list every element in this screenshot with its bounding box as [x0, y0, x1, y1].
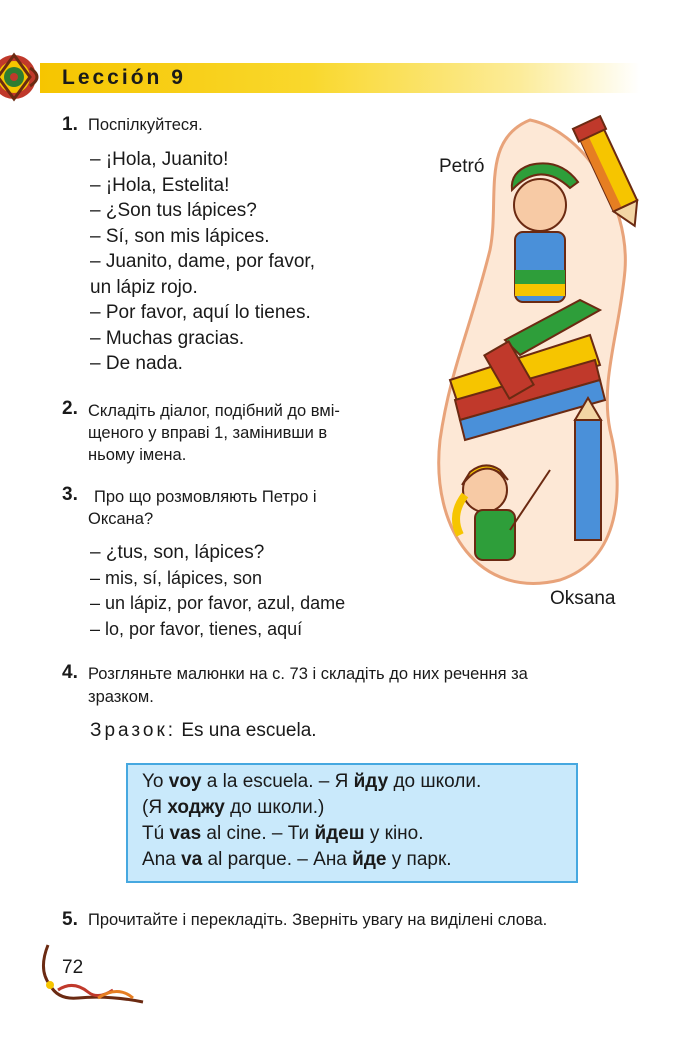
dialogue-line: – Juanito, dame, por favor, [90, 251, 315, 272]
kids-with-pencils-illustration [410, 110, 650, 620]
exercise-4-instruction [88, 663, 528, 709]
instruction-line: зразком. [88, 688, 154, 706]
word-set: – ¿tus, son, lápices? [90, 542, 265, 563]
lesson-title: Lección 9 [62, 66, 186, 89]
example-line-4: Ana va al parque. – Ана йде у парк. [142, 849, 452, 870]
dialogue-line: un lápiz rojo. [90, 276, 198, 298]
dialogue-line: – Muchas gracias. [90, 327, 245, 349]
dialogue-line: – Sí, son mis lápices. [90, 225, 270, 247]
sample-text: Es una escuela. [181, 720, 317, 741]
instruction-line: Оксана? [88, 510, 154, 528]
sample-label: Зразок: [90, 720, 177, 741]
exercise-3-instruction [88, 486, 317, 530]
exercise-4-number: 4. [62, 662, 78, 683]
exercise-1-dialogue [90, 147, 315, 377]
exercise-3-items [90, 540, 345, 642]
page-number: 72 [62, 957, 84, 978]
exercise-1-number: 1. [62, 114, 78, 135]
word-set: – lo, por favor, tienes, aquí [90, 618, 303, 639]
example-line-3: Tú vas al cine. – Ти йдеш у кіно. [142, 823, 424, 844]
exercise-5-instruction: Прочитайте і перекладіть. Зверніть увагу на виділені слова. [88, 911, 548, 929]
example-line-2: (Я ходжу до школи.) [142, 797, 325, 818]
instruction-line: щеного у вправі 1, замінивши в [88, 424, 328, 442]
example-line-1: Yo voy a la escuela. – Я йду до школи. [142, 771, 482, 792]
dialogue-line: – ¡Hola, Juanito! [90, 149, 229, 170]
ornament-icon [0, 38, 48, 116]
dialogue-line: – De nada. [90, 353, 183, 374]
instruction-line: ньому імена. [88, 446, 187, 464]
instruction-line: Складіть діалог, подібний до вмі- [88, 402, 340, 420]
exercise-2-instruction [88, 400, 340, 466]
word-set: – mis, sí, lápices, son [90, 567, 263, 588]
instruction-line: Про що розмовляють Петро і [94, 488, 317, 506]
dialogue-line: – ¡Hola, Estelita! [90, 174, 230, 196]
dialogue-line: – ¿Son tus lápices? [90, 200, 257, 221]
character-name-oksana: Oksana [550, 588, 616, 609]
character-name-petro: Petró [439, 156, 485, 177]
footer-ornament-icon [38, 940, 150, 1010]
exercise-1-instruction: Поспілкуйтеся. [88, 116, 203, 134]
instruction-line: Розгляньте малюнки на с. 73 і складіть до них речення за [88, 665, 528, 683]
exercise-3-number: 3. [62, 484, 78, 505]
word-set: – un lápiz, por favor, azul, dame [90, 593, 346, 613]
exercise-2-number: 2. [62, 398, 78, 419]
exercise-5-number: 5. [62, 909, 78, 930]
sample-sentence [90, 720, 317, 742]
dialogue-line: – Por favor, aquí lo tienes. [90, 302, 311, 323]
